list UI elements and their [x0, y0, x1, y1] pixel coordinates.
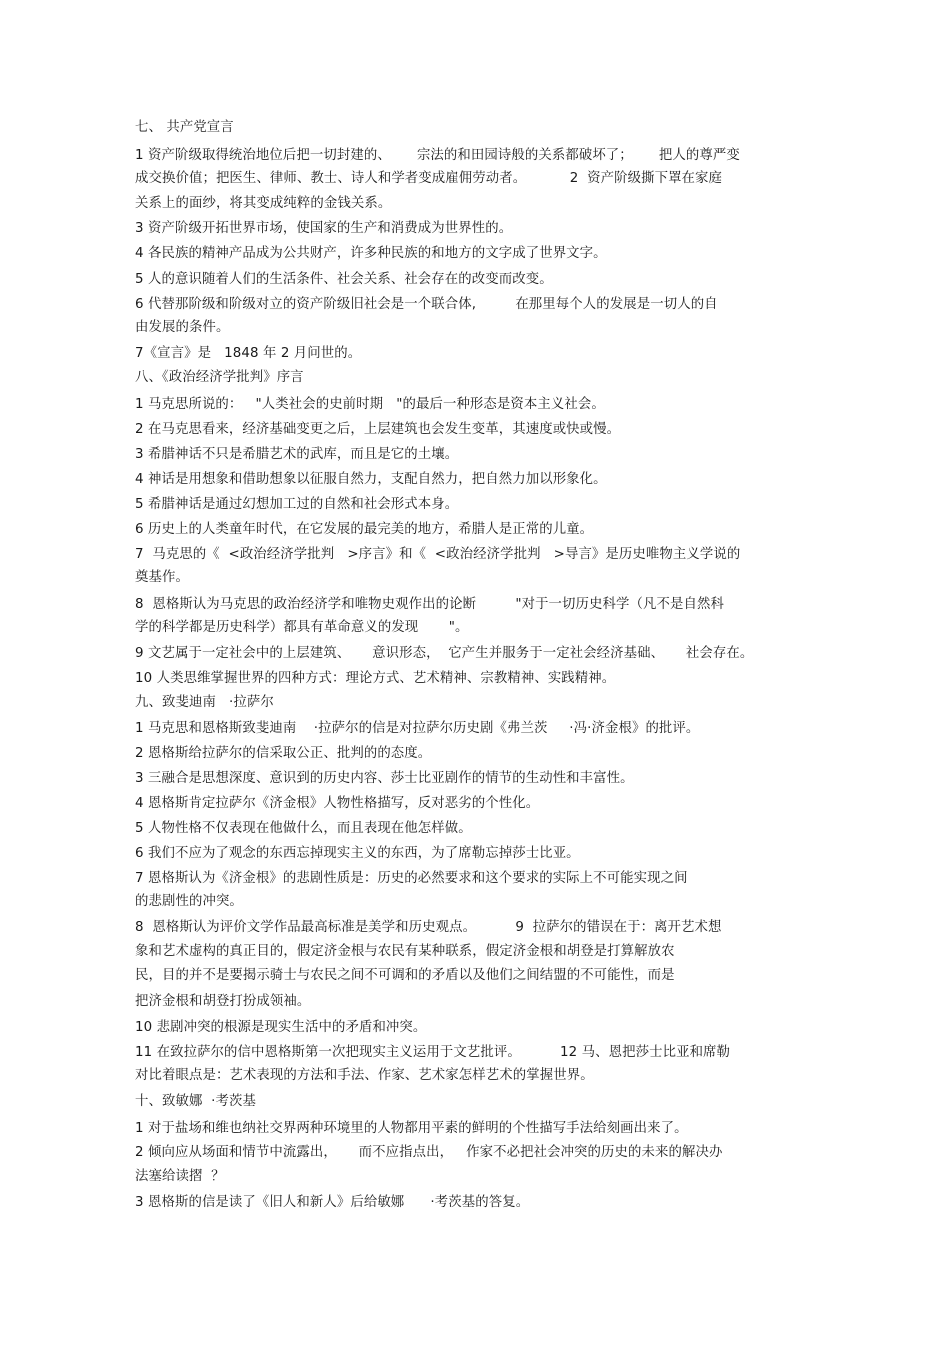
text-line: 2 在马克思看来，经济基础变更之后，上层建筑也会发生变革，其速度或快或慢。 [135, 422, 621, 437]
text-line: 关系上的面纱，将其变成纯粹的金钱关系。 [135, 196, 392, 211]
text-line: 7 恩格斯认为《济金根》的悲剧性质是：历史的必然要求和这个要求的实际上不可能实现之间 [135, 871, 688, 886]
text-line: 奠基作。 [135, 570, 189, 585]
text-line: 10 人类思维掌握世界的四种方式：理论方式、艺术精神、宗教精神、实践精神。 [135, 671, 616, 686]
section-heading-10: 十、致敏娜 ·考茨基 [135, 1094, 256, 1109]
text-line: 3 三融合是思想深度、意识到的历史内容、莎士比亚剧作的情节的生动性和丰富性。 [135, 771, 634, 786]
text-line: 4 恩格斯肯定拉萨尔《济金根》人物性格描写，反对恶劣的个性化。 [135, 796, 540, 811]
text-line: 把济金根和胡登打扮成领袖。 [135, 994, 311, 1009]
text-line: 对比着眼点是：艺术表现的方法和手法、作家、艺术家怎样艺术的掌握世界。 [135, 1068, 594, 1083]
text-line: 3 希腊神话不只是希腊艺术的武库，而且是它的土壤。 [135, 447, 459, 462]
text-line: 3 资产阶级开拓世界市场，使国家的生产和消费成为世界性的。 [135, 221, 513, 236]
text-line: 学的科学都是历史科学）都具有革命意义的发现 "。 [135, 620, 469, 635]
text-line: 9 文艺属于一定社会中的上层建筑、 意识形态， 它产生并服务于一定社会经济基础、 社会存在。 [135, 646, 754, 661]
text-line: 2 恩格斯给拉萨尔的信采取公正、批判的的态度。 [135, 746, 432, 761]
text-line: 1 马克思和恩格斯致斐迪南 ·拉萨尔的信是对拉萨尔历史剧《弗兰茨 ·冯·济金根》的批评。 [135, 721, 700, 736]
text-line: 8 恩格斯认为马克思的政治经济学和唯物史观作出的论断 "对于一切历史科学（凡不是自然科 [135, 597, 724, 612]
text-line: 的悲剧性的冲突。 [135, 894, 243, 909]
text-line: 6 我们不应为了观念的东西忘掉现实主义的东西，为了席勒忘掉莎士比亚。 [135, 846, 580, 861]
section-heading-9: 九、致斐迪南 ·拉萨尔 [135, 695, 274, 710]
text-line: 象和艺术虚构的真正目的，假定济金根与农民有某种联系，假定济金根和胡登是打算解放农 [135, 944, 675, 959]
text-line: 1 对于盐场和维也纳社交界两种环境里的人物都用平素的鲜明的个性描写手法给刻画出来了。 [135, 1121, 688, 1136]
text-line: 11 在致拉萨尔的信中恩格斯第一次把现实主义运用于文艺批评。 12 马、恩把莎士比亚和席勒 [135, 1045, 731, 1060]
section-heading-8: 八、《政治经济学批判》序言 [135, 370, 304, 385]
text-line: 6 历史上的人类童年时代，在它发展的最完美的地方，希腊人是正常的儿童。 [135, 522, 594, 537]
text-line: 1 资产阶级取得统治地位后把一切封建的、 宗法的和田园诗般的关系都破坏了； 把人的尊严变 [135, 148, 740, 163]
section-heading-7: 七、 共产党宣言 [135, 120, 234, 135]
text-line: 7 马克思的《 <政治经济学批判 >序言》和《 <政治经济学批判 >导言》是历史唯物主义学说的 [135, 547, 741, 562]
text-line: 1 马克思所说的： "人类社会的史前时期 "的最后一种形态是资本主义社会。 [135, 397, 605, 412]
text-line: 4 神话是用想象和借助想象以征服自然力，支配自然力，把自然力加以形象化。 [135, 472, 607, 487]
text-line: 5 希腊神话是通过幻想加工过的自然和社会形式本身。 [135, 497, 459, 512]
text-line: 8 恩格斯认为评价文学作品最高标准是美学和历史观点。 9 拉萨尔的错误在于：离开艺术想 [135, 920, 722, 935]
text-line: 6 代替那阶级和阶级对立的资产阶级旧社会是一个联合体, 在那里每个人的发展是一切人的自 [135, 297, 718, 312]
text-line: 5 人物性格不仅表现在他做什么，而且表现在他怎样做。 [135, 821, 472, 836]
text-line: 2 倾向应从场面和情节中流露出， 而不应指点出， 作家不必把社会冲突的历史的未来的解决办 [135, 1145, 723, 1160]
text-line: 由发展的条件。 [135, 320, 230, 335]
text-line: 成交换价值；把医生、律师、教士、诗人和学者变成雇佣劳动者。 2 资产阶级撕下罩在家庭 [135, 171, 723, 186]
text-line: 10 悲剧冲突的根源是现实生活中的矛盾和冲突。 [135, 1020, 427, 1035]
text-line: 4 各民族的精神产品成为公共财产，许多种民族的和地方的文字成了世界文字。 [135, 246, 607, 261]
text-line: 法塞给读摺 ？ [135, 1169, 225, 1184]
text-line: 3 恩格斯的信是读了《旧人和新人》后给敏娜 ·考茨基的答复。 [135, 1195, 530, 1210]
text-line: 5 人的意识随着人们的生活条件、社会关系、社会存在的改变而改变。 [135, 272, 553, 287]
text-line: 7《宣言》是 1848 年 2 月问世的。 [135, 346, 362, 361]
text-line: 民，目的并不是要揭示骑士与农民之间不可调和的矛盾以及他们之间结盟的不可能性，而是 [135, 968, 675, 983]
